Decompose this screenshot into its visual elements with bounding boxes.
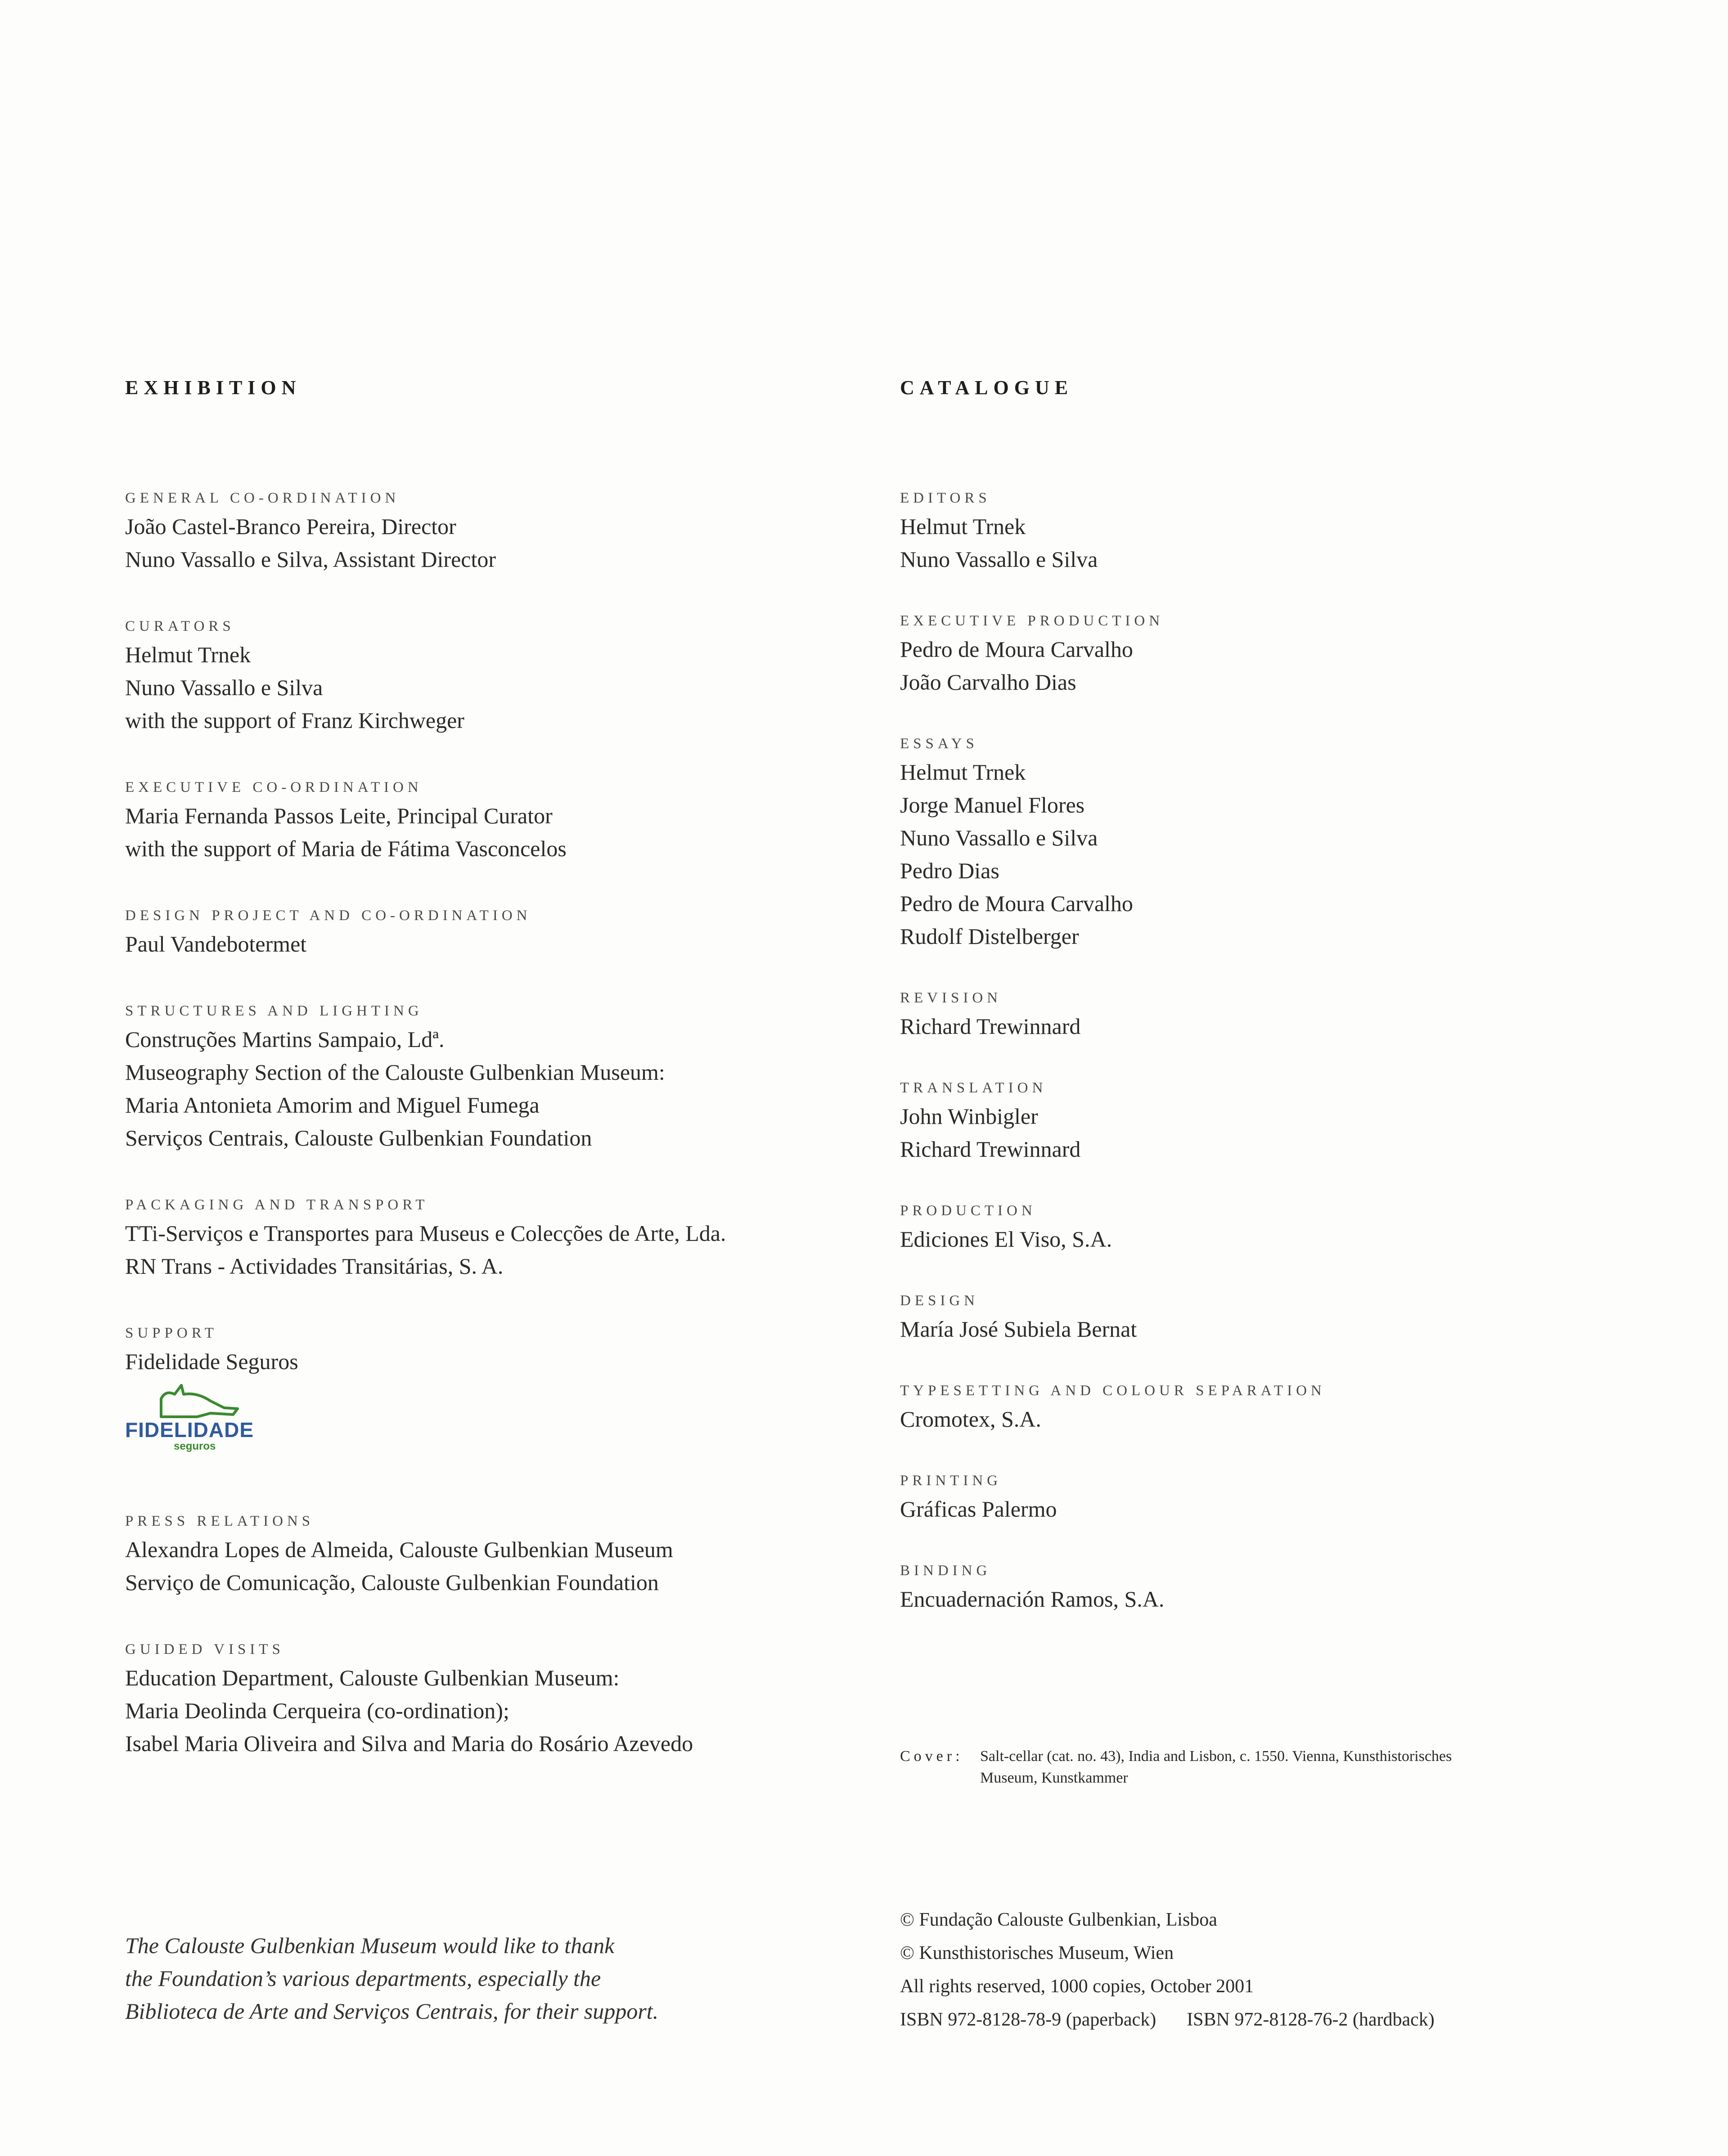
section-label: REVISION [900,990,1002,1006]
credit-line: João Castel-Branco Pereira, Director [125,514,456,539]
section-label: EDITORS [900,490,991,506]
credit-line: María José Subiela Bernat [900,1316,1137,1342]
credit-line: Paul Vandebotermet [125,931,307,957]
credit-line: RN Trans - Actividades Transitárias, S. A. [125,1253,504,1279]
section-label: STRUCTURES AND LIGHTING [125,1003,423,1019]
credit-line: with the support of Franz Kirchweger [125,708,464,733]
copyright-line: © Fundação Calouste Gulbenkian, Lisboa [900,1909,1217,1930]
credit-line: Cromotex, S.A. [900,1406,1041,1432]
credit-line: Nuno Vassallo e Silva [900,825,1098,850]
thanks-line: the Foundation’s various departments, especially the [125,1966,601,1991]
credit-line: Maria Antonieta Amorim and Miguel Fumega [125,1092,540,1118]
credit-section [900,1289,1665,1346]
credit-section [125,999,890,1154]
cover-label: Cover: [900,1748,963,1765]
exhibition-column [125,374,890,1760]
credit-line: Ediciones El Viso, S.A. [900,1226,1112,1252]
section-label: GUIDED VISITS [125,1641,284,1657]
exhibition-heading: EXHIBITION [125,377,302,399]
section-label: PRESS RELATIONS [125,1513,315,1529]
credit-section [900,609,1665,699]
credit-section [125,1193,890,1283]
credit-line: Isabel Maria Oliveira and Silva and Maria do Rosário Azevedo [125,1731,693,1756]
credit-line: Education Department, Calouste Gulbenkian Museum: [125,1665,620,1690]
section-label: BINDING [900,1563,991,1579]
credit-section [900,986,1665,1043]
credit-line: Helmut Trnek [125,642,251,667]
credit-line: João Carvalho Dias [900,669,1076,695]
credit-line: Nuno Vassallo e Silva, Assistant Director [125,547,496,572]
copyright-block [900,1903,1575,2036]
credit-section [125,775,890,865]
isbn-line [900,2003,1575,2036]
cover-note [900,1746,1485,1789]
credit-section [900,1076,1665,1166]
credit-line: with the support of Maria de Fátima Vasconcelos [125,836,567,861]
credit-section [125,1637,890,1760]
isbn-hardback: ISBN 972-8128-76-2 (hardback) [1187,2009,1435,2030]
section-label: DESIGN [900,1293,979,1309]
section-label: TYPESETTING AND COLOUR SEPARATION [900,1383,1326,1399]
credit-line: Maria Deolinda Cerqueira (co-ordination); [125,1698,509,1723]
thanks-line: Biblioteca de Arte and Serviços Centrais, for their support. [125,1999,659,2024]
credit-line: Fidelidade Seguros [125,1349,298,1374]
section-label: PRODUCTION [900,1203,1036,1219]
credit-section [125,486,890,576]
credit-section [125,1321,890,1471]
section-label: PRINTING [900,1473,1002,1489]
credit-line: Encuadernación Ramos, S.A. [900,1586,1165,1612]
logo-wordmark: FIDELIDADE [125,1418,254,1442]
credit-section [900,732,1665,953]
credit-line: Maria Fernanda Passos Leite, Principal Curator [125,803,553,828]
credit-section [900,1559,1665,1616]
credit-line: Pedro de Moura Carvalho [900,891,1133,916]
credit-section [125,1509,890,1599]
credit-line: Jorge Manuel Flores [900,792,1085,817]
credit-section [900,486,1665,576]
credit-section [900,1379,1665,1436]
isbn-paperback: ISBN 972-8128-78-9 (paperback) [900,2009,1156,2030]
credit-line: Nuno Vassallo e Silva [900,547,1098,572]
credit-line: Richard Trewinnard [900,1014,1081,1039]
cover-caption: Salt-cellar (cat. no. 43), India and Lisbon, c. 1550. Vienna, Kunsthistorisches Museum, Kunstkammer [980,1748,1452,1786]
credit-line: Nuno Vassallo e Silva [125,675,323,700]
section-label: EXECUTIVE CO-ORDINATION [125,779,423,795]
fidelidade-logo [125,1381,890,1471]
credit-line: Richard Trewinnard [900,1136,1081,1162]
section-label: PACKAGING AND TRANSPORT [125,1197,429,1213]
credit-line: Helmut Trnek [900,514,1026,539]
credit-line: Construções Martins Sampaio, Ldª. [125,1027,445,1052]
section-label: TRANSLATION [900,1080,1047,1096]
credit-section [125,903,890,961]
credit-line: Museography Section of the Calouste Gulbenkian Museum: [125,1060,665,1085]
catalogue-column [900,374,1665,1616]
section-label: ESSAYS [900,736,978,752]
credit-line: Serviços Centrais, Calouste Gulbenkian Foundation [125,1125,592,1150]
credit-line: TTi-Serviços e Transportes para Museus e Colecções de Arte, Lda. [125,1221,726,1246]
credit-line: Helmut Trnek [900,759,1026,785]
catalogue-heading: CATALOGUE [900,377,1074,399]
copyright-line: © Kunsthistorisches Museum, Wien [900,1943,1174,1963]
credit-section [125,614,890,737]
section-label: GENERAL CO-ORDINATION [125,490,400,506]
credit-section [900,1469,1665,1526]
exhibition-sections [125,486,890,1760]
section-label: EXECUTIVE PRODUCTION [900,613,1164,629]
credit-line: Gráficas Palermo [900,1496,1057,1522]
credit-line: Serviço de Comunicação, Calouste Gulbenkian Foundation [125,1570,659,1595]
credit-line: Rudolf Distelberger [900,924,1079,949]
credit-line: Alexandra Lopes de Almeida, Calouste Gulbenkian Museum [125,1537,673,1562]
thanks-note [125,1929,755,2028]
credit-line: Pedro de Moura Carvalho [900,637,1133,662]
thanks-line: The Calouste Gulbenkian Museum would like to thank [125,1933,615,1958]
credit-section [900,1199,1665,1256]
credit-line: John Winbigler [900,1104,1038,1129]
fidelidade-logo-icon [157,1381,247,1421]
logo-subtext: seguros [174,1440,216,1452]
copyright-line: All rights reserved, 1000 copies, October 2001 [900,1976,1254,1997]
catalogue-sections [900,486,1665,1616]
credit-line: Pedro Dias [900,858,999,883]
section-label: CURATORS [125,618,235,634]
section-label: DESIGN PROJECT AND CO-ORDINATION [125,907,531,924]
section-label: SUPPORT [125,1325,218,1341]
